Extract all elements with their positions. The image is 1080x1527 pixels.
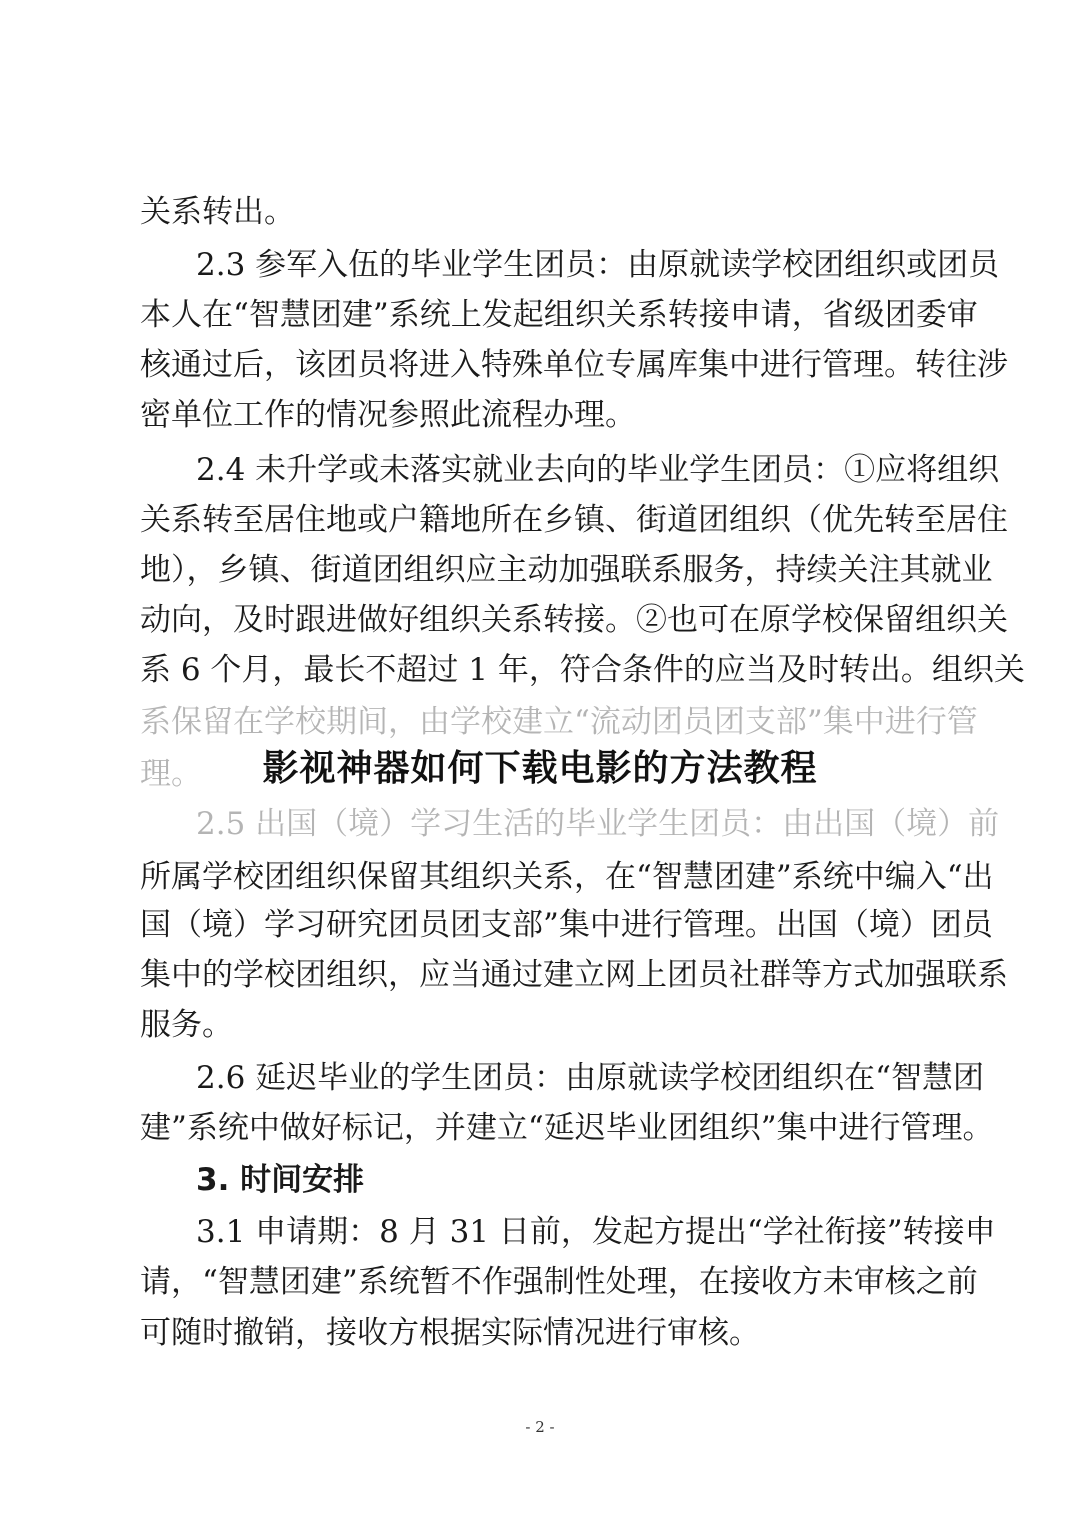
section-2-5-heading-line: 2.5 出国（境）学习生活的毕业学生团员：由出国（境）前 [196,806,1000,842]
overlay-title: 影视神器如何下载电影的方法教程 [252,740,827,791]
text-line: 集中的学校团组织，应当通过建立网上团员社群等方式加强联系 [140,957,1008,993]
text-line: 核通过后，该团员将进入特殊单位专属库集中进行管理。转往涉 [140,347,1008,383]
text-line: 所属学校团组织保留其组织关系，在“智慧团建”系统中编入“出 [140,859,994,895]
section-2-3-heading-line: 2.3 参军入伍的毕业学生团员：由原就读学校团组织或团员 [196,247,1000,283]
text-line: 请，“智慧团建”系统暂不作强制性处理，在接收方未审核之前 [140,1264,978,1300]
text-line: 可随时撤销，接收方根据实际情况进行审核。 [140,1315,760,1351]
text-line: 关系转出。 [140,194,295,230]
text-line: 本人在“智慧团建”系统上发起组织关系转接申请，省级团委审 [140,297,978,333]
text-line: 地），乡镇、街道团组织应主动加强联系服务，持续关注其就业 [140,552,993,588]
text-line: 关系转至居住地或户籍地所在乡镇、街道团组织（优先转至居住 [140,502,1008,538]
overlay-banner [0,740,1080,790]
text-line: 系 6 个月，最长不超过 1 年，符合条件的应当及时转出。组织关 [140,652,1025,688]
text-line: 动向，及时跟进做好组织关系转接。②也可在原学校保留组织关 [140,602,1008,638]
text-line: 服务。 [140,1007,233,1043]
section-2-6-heading-line: 2.6 延迟毕业的学生团员：由原就读学校团组织在“智慧团 [196,1060,984,1096]
text-line: 密单位工作的情况参照此流程办理。 [140,397,636,433]
section-3-1-heading-line: 3.1 申请期：8 月 31 日前，发起方提出“学社衔接”转接申 [196,1214,996,1250]
page-number: - 2 - [525,1418,555,1436]
text-line: 国（境）学习研究团员团支部”集中进行管理。出国（境）团员 [140,907,993,943]
text-line: 建”系统中做好标记，并建立“延迟毕业团组织”集中进行管理。 [140,1110,994,1146]
text-line: 理。 [140,756,202,792]
section-2-4-heading-line: 2.4 未升学或未落实就业去向的毕业学生团员：①应将组织 [196,452,1000,488]
text-line: 系保留在学校期间，由学校建立“流动团员团支部”集中进行管 [140,704,978,740]
section-3-heading: 3. 时间安排 [196,1162,365,1198]
